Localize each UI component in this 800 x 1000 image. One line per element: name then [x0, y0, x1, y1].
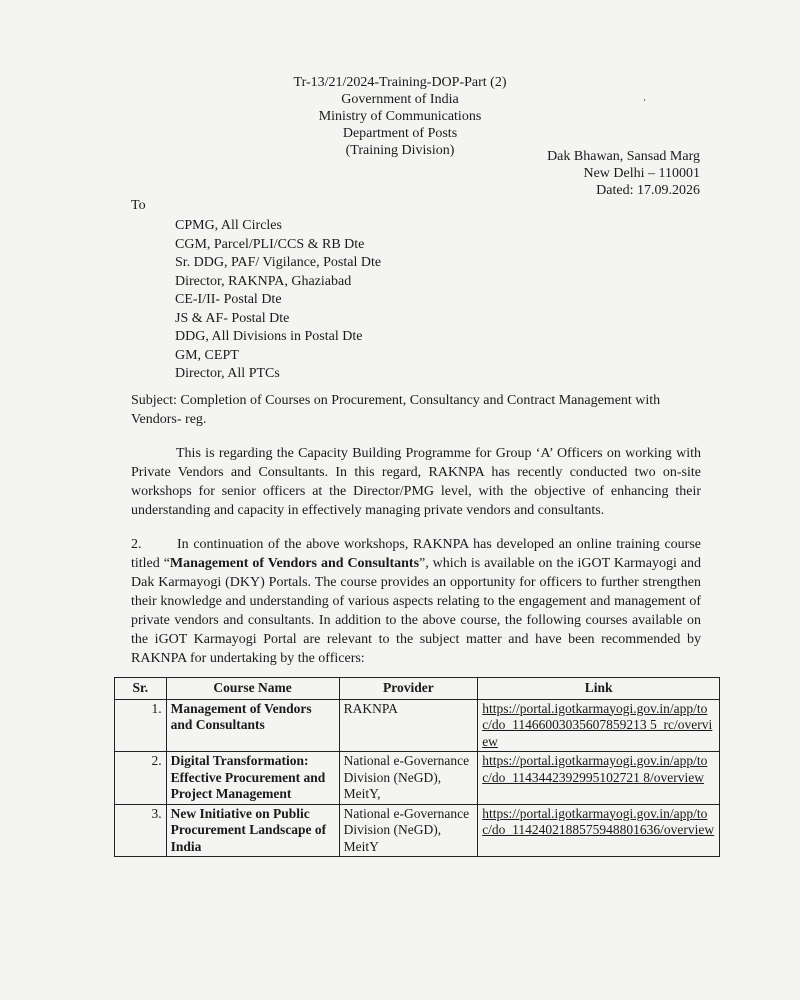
letter-date: Dated: 17.09.2026	[596, 183, 700, 198]
cell-provider: National e-Governance Division (NeGD), MeitY,	[339, 752, 478, 805]
paragraph-1: This is regarding the Capacity Building Programme for Group ‘A’ Officers on working with Private Vendors and Consultants. In this regard, RAKNPA has recently conducted two on-site workshops for senior officers at the Director/PMG level, with the objective of enhancing their understanding and capacity in effectively managing private vendors and consultants.	[131, 446, 701, 518]
paragraph-2-text-before: In continuation of the above workshops, RAKNPA has developed an online training course titled “	[131, 537, 701, 571]
recipient-item: DDG, All Divisions in Postal Dte	[175, 329, 363, 344]
recipient-item: Director, All PTCs	[175, 366, 280, 381]
recipient-item: JS & AF- Postal Dte	[175, 310, 290, 326]
cell-provider: RAKNPA	[339, 699, 478, 752]
table-row	[115, 804, 720, 857]
file-number: Tr-13/21/2024-Training-DOP-Part (2)	[293, 75, 507, 90]
cell-course-name: Management of Vendors and Consultants	[166, 699, 339, 752]
course-link[interactable]: https://portal.igotkarmayogi.gov.in/app/toc/do_1143442392995102721 8/overview	[482, 753, 708, 785]
recipient-item: CPMG, All Circles	[175, 218, 282, 233]
cell-course-name: New Initiative on Public Procurement Landscape of India	[166, 804, 339, 857]
subject-line: Subject: Completion of Courses on Procurement, Consultancy and Contract Management with Vendors- reg.	[131, 393, 661, 427]
to-label: To	[131, 198, 146, 213]
header-sr: Sr.	[115, 678, 167, 700]
recipient-item: CE-I/II- Postal Dte	[175, 292, 282, 307]
recipient-item: GM, CEPT	[175, 347, 239, 363]
cell-link	[478, 699, 720, 752]
scan-speck: ‚	[643, 92, 646, 102]
recipient-item: Sr. DDG, PAF/ Vigilance, Postal Dte	[175, 255, 382, 270]
cell-sr: 3.	[115, 804, 167, 857]
paragraph-2	[131, 535, 701, 668]
course-link[interactable]: https://portal.igotkarmayogi.gov.in/app/toc/do_1142402188575948801636/overview	[482, 805, 715, 837]
cell-sr: 2.	[115, 752, 167, 805]
table-header-row	[115, 678, 720, 700]
paragraph-2-text-after: ”, which is available on the iGOT Karmayogi and Dak Karmayogi (DKY) Portals. The course provides an opportunity for officers to further strengthen their knowledge and understanding of various aspects relating to the engagement and management of private vendors and consultants. In addition to the above course, the following courses available on the iGOT Karmayogi Portal are relevant to the subject matter and have been recommended by RAKNPA for undertaking by the officers:	[131, 556, 701, 666]
courses-table	[114, 677, 720, 857]
course-title-bold: Management of Vendors and Consultants	[169, 556, 420, 571]
header-course-name: Course Name	[166, 678, 339, 700]
ministry-name: Ministry of Communications	[318, 109, 482, 124]
table-row	[115, 752, 720, 805]
recipient-list	[175, 217, 381, 384]
cell-course-name: Digital Transformation: Effective Procurement and Project Management	[166, 752, 339, 805]
division-name: (Training Division)	[345, 143, 455, 158]
cell-sr: 1.	[115, 699, 167, 752]
address-line-1: Dak Bhawan, Sansad Marg	[547, 149, 700, 164]
address-line-2: New Delhi – 110001	[583, 166, 700, 181]
govt-name: Government of India	[341, 92, 459, 107]
department-name: Department of Posts	[342, 126, 458, 141]
recipient-item: Director, RAKNPA, Ghaziabad	[175, 273, 352, 289]
cell-link	[478, 804, 720, 857]
header-link: Link	[478, 678, 720, 700]
header-provider: Provider	[339, 678, 478, 700]
cell-link	[478, 752, 720, 805]
paragraph-number: 2.	[131, 537, 142, 552]
letterhead	[250, 74, 550, 159]
course-link[interactable]: https://portal.igotkarmayogi.gov.in/app/toc/do_11466003035607859213 5_rc/overview	[482, 700, 713, 749]
sender-address	[547, 148, 700, 199]
recipient-item: CGM, Parcel/PLI/CCS & RB Dte	[175, 236, 365, 252]
cell-provider: National e-Governance Division (NeGD), MeitY	[339, 804, 478, 857]
table-row	[115, 699, 720, 752]
